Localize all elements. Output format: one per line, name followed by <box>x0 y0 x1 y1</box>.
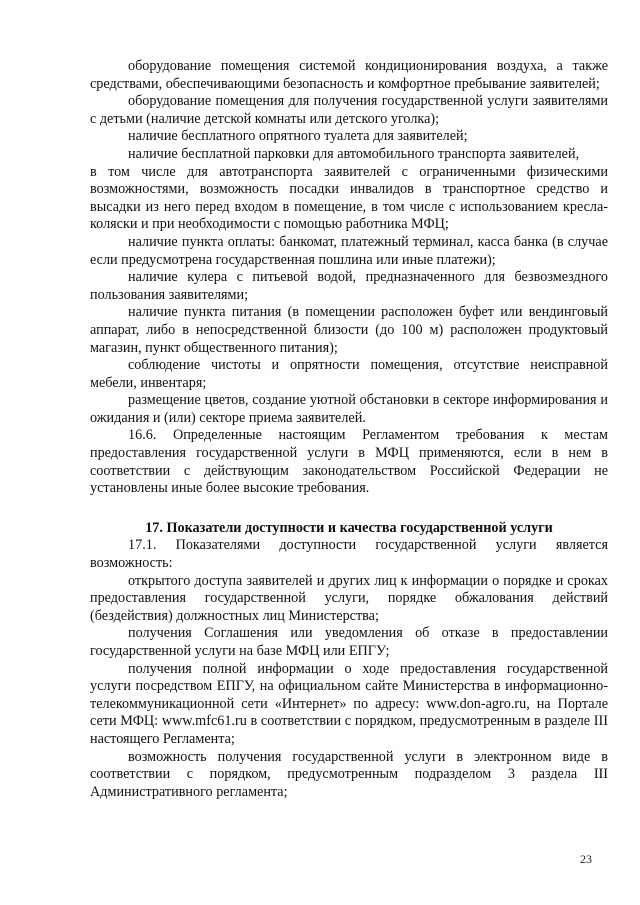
paragraph: наличие бесплатной парковки для автомобильного транспорта заявителей, <box>128 145 580 162</box>
paragraph: 16.6. Определенные настоящим Регламентом требования к местам предоставления государственной услуги в МФЦ применяются, если в нем в соответствии с действующим законодательством Российской Федерации не установлены иные более высокие требования. <box>90 427 608 497</box>
paragraph: оборудование помещения для получения государственной услуги заявителями с детьми (наличие детской комнаты или детского уголка); <box>90 93 608 127</box>
paragraph: оборудование помещения системой кондиционирования воздуха, а также средствами, обеспечивающими безопасность и комфортное пребывание заявителей; <box>90 58 608 92</box>
paragraph: в том числе для автотранспорта заявителей с ограниченными физическими возможностями, возможность посадки инвалидов в транспортное средство и высадки из него перед входом в помещение, в том числе с использованием кресла-коляски и при необходимости с помощью работника МФЦ; <box>90 163 608 233</box>
paragraph: наличие кулера с питьевой водой, предназначенного для безвозмездного пользования заявителями; <box>90 269 608 303</box>
paragraph: получения Соглашения или уведомления об отказе в предоставлении государственной услуги на базе МФЦ или ЕПГУ; <box>90 625 608 659</box>
section-heading: 17. Показатели доступности и качества государственной услуги <box>145 519 553 536</box>
document-body <box>90 58 608 801</box>
paragraph: наличие пункта питания (в помещении расположен буфет или вендинговый аппарат, либо в непосредственной близости (до 100 м) расположен продуктовый магазин, пункт общественного питания); <box>90 304 608 356</box>
paragraph: соблюдение чистоты и опрятности помещения, отсутствие неисправной мебели, инвентаря; <box>90 357 608 391</box>
paragraph: наличие пункта оплаты: банкомат, платежный терминал, касса банка (в случае если предусмотрена государственная пошлина или иные платежи); <box>90 233 608 268</box>
paragraph: наличие бесплатного опрятного туалета для заявителей; <box>128 128 468 145</box>
paragraph: размещение цветов, создание уютной обстановки в секторе информирования и ожидания и (или) секторе приема заявителей. <box>90 392 608 426</box>
paragraph: открытого доступа заявителей и других лиц к информации о порядке и сроках предоставления государственной услуги, порядке обжалования действий (бездействия) должностных лиц Министерства; <box>90 572 608 624</box>
paragraph: возможность получения государственной услуги в электронном виде в соответствии с порядком, предусмотренным подразделом 3 раздела III Административного регламента; <box>90 748 608 800</box>
paragraph: 17.1. Показателями доступности государственной услуги является возможность: <box>90 537 608 572</box>
page-number: 23 <box>580 852 592 866</box>
paragraph: получения полной информации о ходе предоставления государственной услуги посредством ЕПГУ, на официальном сайте Министерства в информационно-телекоммуникационной сети «Интернет» по адресу: www.don-agro.ru, на Портале сети МФЦ: www.mfc61.ru в соответствии с порядком, предусмотренным в разделе III настоящего Регламента; <box>90 660 608 747</box>
